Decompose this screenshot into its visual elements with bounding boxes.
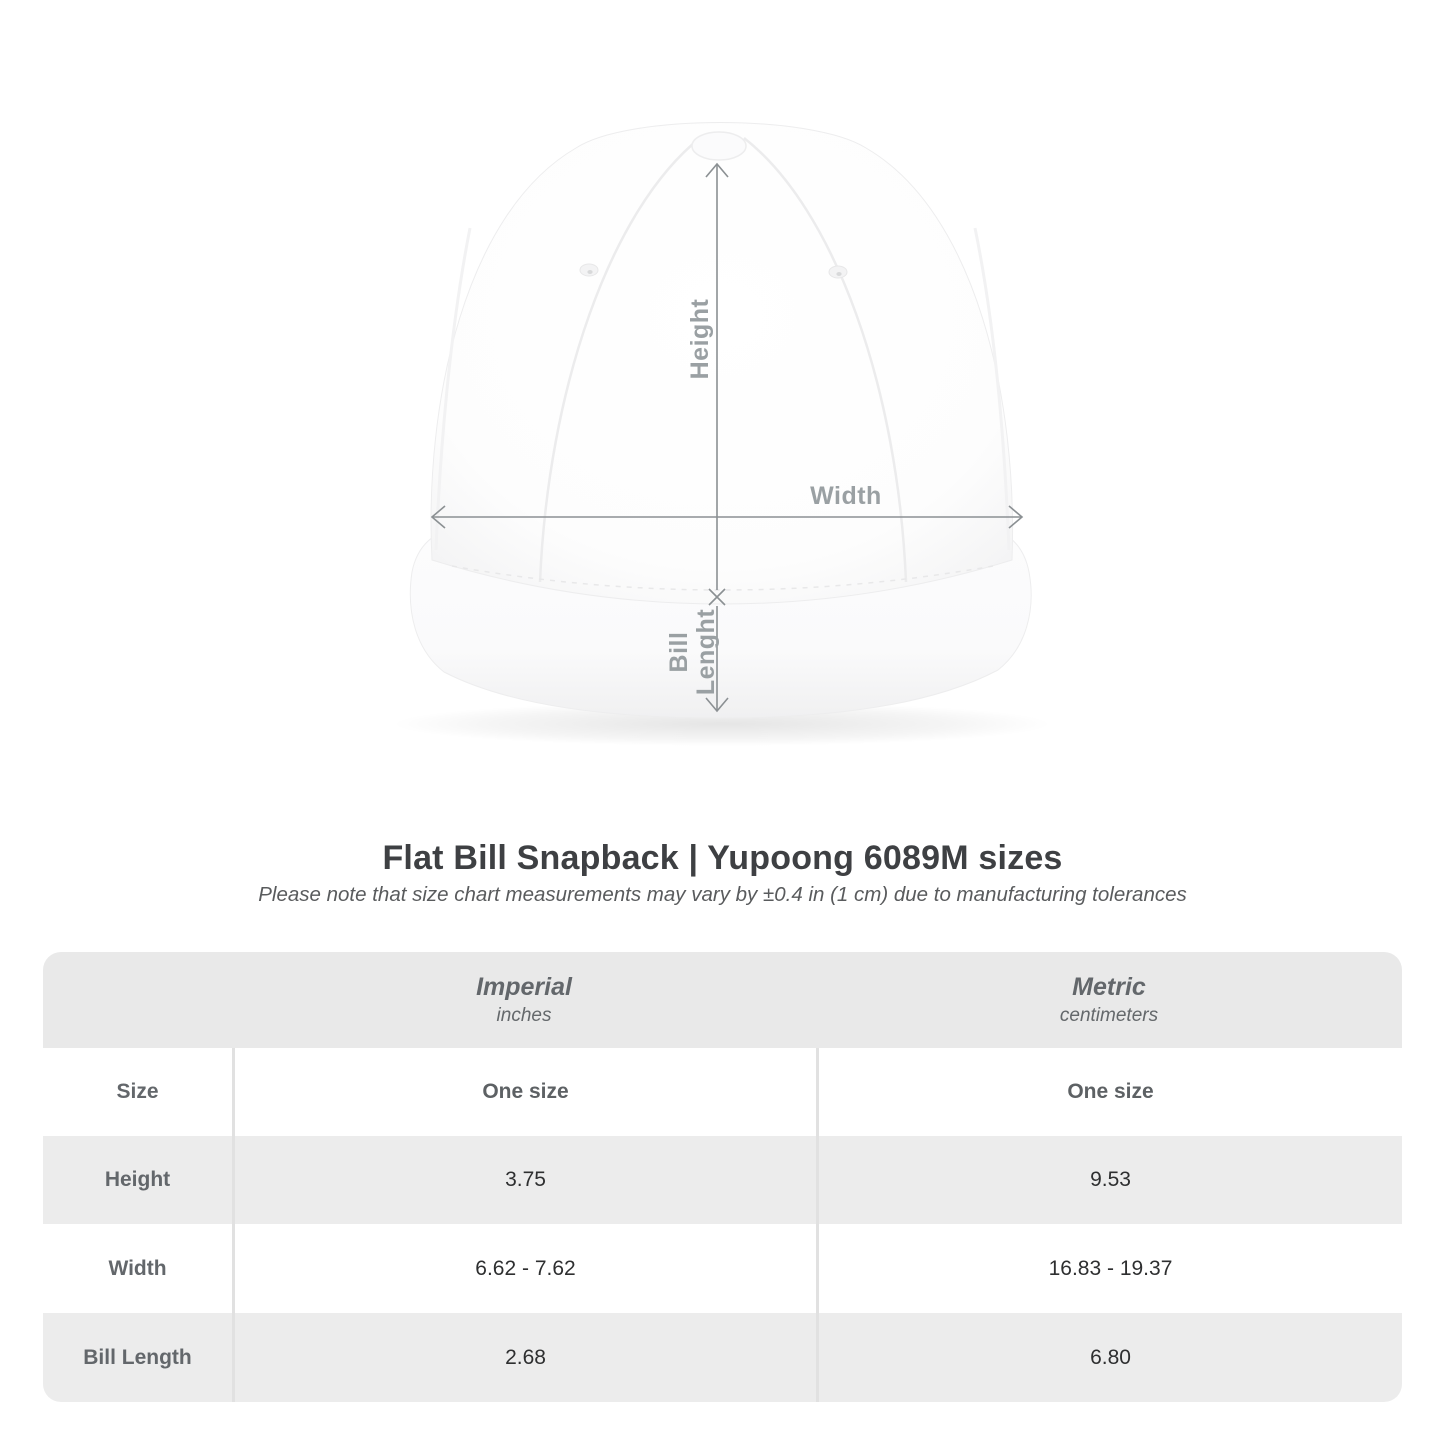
table-header-imperial bbox=[232, 952, 816, 1048]
row-label-bill-length: Bill Length bbox=[83, 1345, 192, 1369]
table-cell bbox=[232, 1048, 816, 1136]
bill-length-measure-label-line2: Lenght bbox=[692, 608, 720, 696]
table-header-metric bbox=[816, 952, 1402, 1048]
table-row-label bbox=[43, 1136, 232, 1224]
table-row-label bbox=[43, 1313, 232, 1402]
table-cell bbox=[232, 1313, 816, 1402]
height-metric-value: 9.53 bbox=[1090, 1168, 1131, 1191]
tolerance-note: Please note that size chart measurements may vary by ±0.4 in (1 cm) due to manufacturing tolerances bbox=[258, 883, 1187, 906]
table-row-label bbox=[43, 1048, 232, 1136]
bill-length-metric-value: 6.80 bbox=[1090, 1345, 1131, 1369]
hat-eyelet-right bbox=[829, 266, 847, 278]
hat-eyelet-left bbox=[580, 264, 598, 276]
table-row-label bbox=[43, 1224, 232, 1313]
row-label-size: Size bbox=[116, 1080, 159, 1103]
size-table bbox=[43, 952, 1402, 1402]
hat-crown bbox=[431, 123, 1013, 605]
width-metric-value: 16.83 - 19.37 bbox=[1048, 1256, 1173, 1280]
size-metric-value: One size bbox=[1067, 1080, 1154, 1103]
bill-length-measure-label-line1: Bill bbox=[665, 631, 693, 673]
table-cell bbox=[816, 1313, 1402, 1402]
table-cell bbox=[816, 1136, 1402, 1224]
table-cell bbox=[816, 1224, 1402, 1313]
row-label-width: Width bbox=[108, 1256, 167, 1280]
table-header-corner bbox=[43, 952, 232, 1048]
height-measure-label: Height bbox=[686, 298, 714, 380]
metric-column-unit: centimeters bbox=[1059, 1004, 1159, 1026]
row-label-height: Height bbox=[104, 1168, 171, 1191]
bill-length-imperial-value: 2.68 bbox=[505, 1345, 546, 1369]
table-cell bbox=[816, 1048, 1402, 1136]
metric-column-label: Metric bbox=[1072, 973, 1146, 1002]
height-imperial-value: 3.75 bbox=[505, 1168, 546, 1191]
table-cell bbox=[232, 1136, 816, 1224]
width-measure-label: Width bbox=[810, 482, 882, 510]
imperial-column-unit: inches bbox=[496, 1004, 552, 1026]
size-imperial-value: One size bbox=[482, 1080, 569, 1103]
imperial-column-label: Imperial bbox=[476, 973, 572, 1002]
hat-button bbox=[692, 132, 746, 160]
table-cell bbox=[232, 1224, 816, 1313]
page-title: Flat Bill Snapback | Yupoong 6089M sizes bbox=[382, 839, 1063, 877]
width-imperial-value: 6.62 - 7.62 bbox=[475, 1256, 576, 1280]
